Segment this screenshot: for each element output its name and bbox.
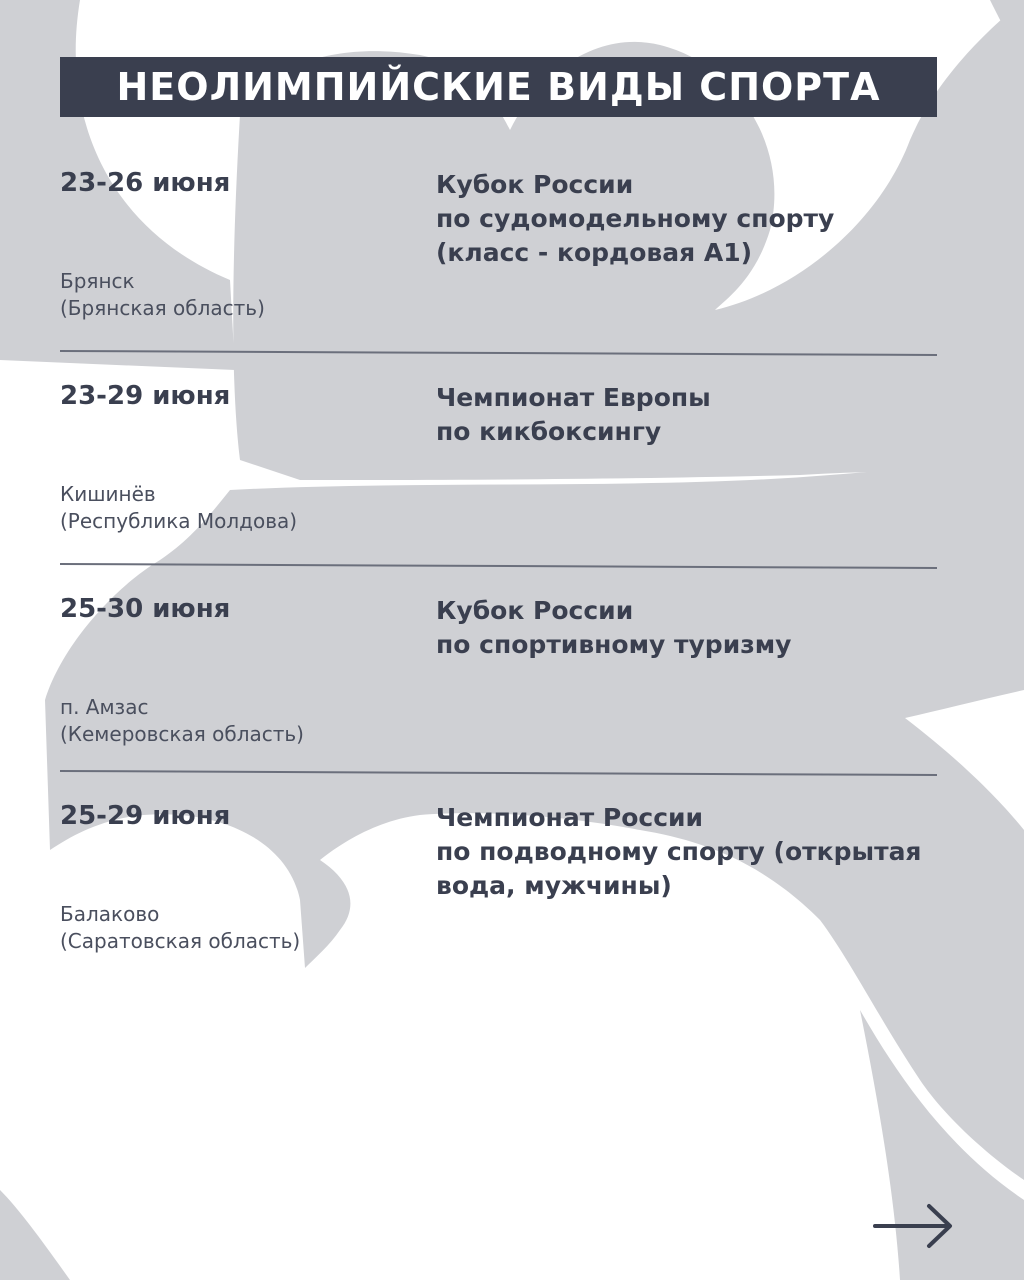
event-name-line: по кикбоксингу [436, 417, 662, 446]
event-name-line: по спортивному туризму [436, 630, 792, 659]
event-city: п. Амзас [60, 695, 149, 719]
page-title: НЕОЛИМПИЙСКИЕ ВИДЫ СПОРТА [116, 65, 881, 109]
event-region: (Саратовская область) [60, 929, 301, 953]
event-name [436, 594, 936, 662]
event-name-line: (класс - кордовая А1) [436, 238, 753, 267]
event-name-line: вода, мужчины) [436, 871, 672, 900]
event-location [60, 694, 304, 748]
divider [60, 349, 937, 357]
event-name [436, 801, 936, 903]
event-location [60, 481, 297, 535]
event-date: 23-29 июня [60, 381, 231, 411]
event-city: Балаково [60, 902, 160, 926]
event-location [60, 268, 265, 322]
event-item [60, 594, 937, 754]
event-item [60, 801, 937, 961]
event-name [436, 168, 936, 270]
event-region: (Брянская область) [60, 296, 265, 320]
event-region: (Кемеровская область) [60, 722, 304, 746]
divider [60, 769, 937, 777]
event-name-line: Чемпионат России [436, 803, 704, 832]
event-date: 25-29 июня [60, 801, 231, 831]
event-name [436, 381, 936, 449]
arrow-right-icon[interactable] [873, 1203, 955, 1249]
event-date: 23-26 июня [60, 168, 231, 198]
event-name-line: Кубок России [436, 170, 634, 199]
event-city: Кишинёв [60, 482, 156, 506]
event-name-line: Чемпионат Европы [436, 383, 711, 412]
divider [60, 562, 937, 570]
event-item [60, 381, 937, 541]
event-name-line: по судомодельному спорту [436, 204, 835, 233]
event-item [60, 168, 937, 328]
event-name-line: по подводному спорту (открытая [436, 837, 922, 866]
title-banner [60, 57, 937, 117]
event-city: Брянск [60, 269, 135, 293]
event-date: 25-30 июня [60, 594, 231, 624]
event-location [60, 901, 300, 955]
event-region: (Республика Молдова) [60, 509, 298, 533]
event-name-line: Кубок России [436, 596, 634, 625]
